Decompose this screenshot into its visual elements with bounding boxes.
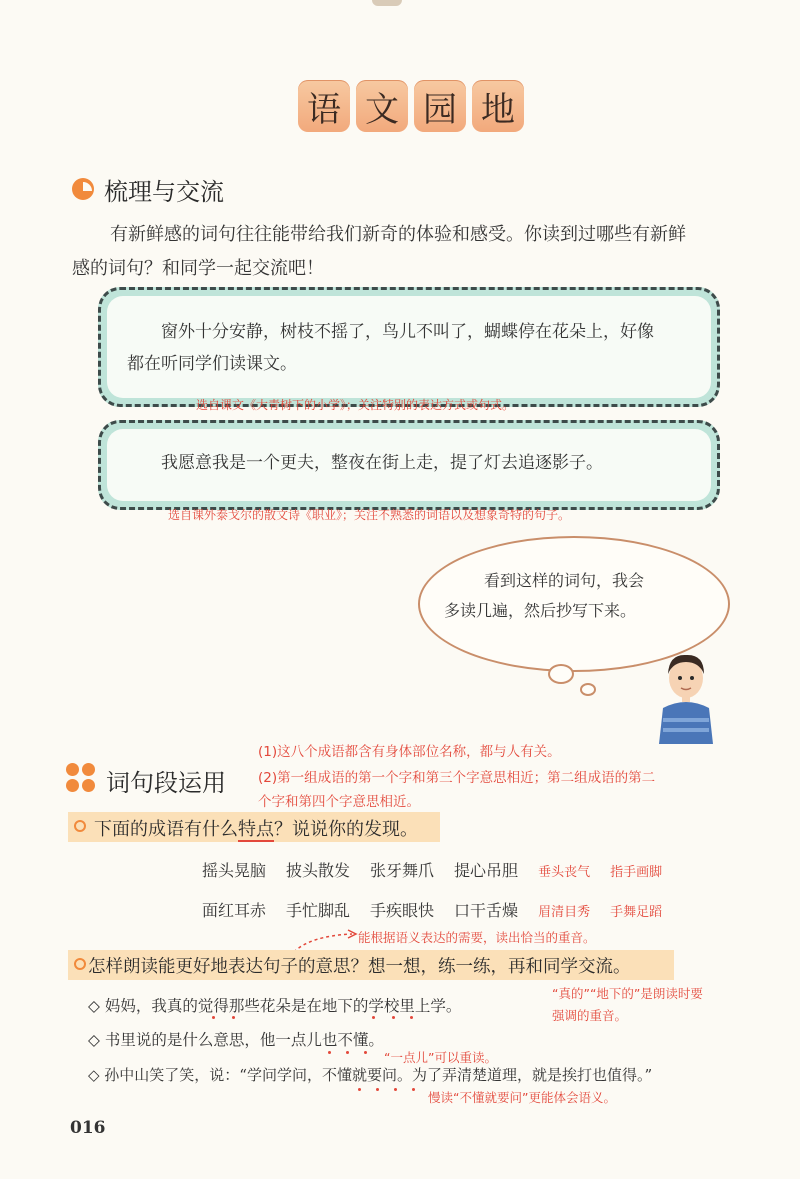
intro-paragraph-line: 感的词句？和同学一起交流吧！ [72, 258, 324, 279]
annotation-note: 慢读“不懂就要问”更能体会语义。 [428, 1090, 616, 1105]
page-title [298, 80, 524, 132]
title-char: 园 [414, 80, 466, 132]
idiom: 提心吊胆 [454, 861, 519, 880]
idiom: 手忙脚乱 [286, 901, 351, 920]
idiom-row [202, 858, 662, 881]
idiom: 披头散发 [286, 861, 351, 880]
title-char: 地 [472, 80, 524, 132]
top-ornament [372, 0, 402, 6]
idiom: 面红耳赤 [202, 901, 267, 920]
annotation-note: 个字和第四个字意思相近。 [258, 794, 420, 810]
question-part: ？说说你的发现。 [274, 819, 418, 840]
example-sentence: ◇ 妈妈，我真的觉得那些花朵是在地下的学校里上学。 [88, 997, 462, 1015]
idiom: 手疾眼快 [370, 901, 435, 920]
annotation-note: 强调的重音。 [552, 1008, 628, 1023]
emphasis-dot [412, 1088, 415, 1091]
annotation-note: 选自课文《大青树下的小学》；关注特别的表达方式或句式。 [196, 398, 515, 412]
clover-icon [66, 763, 96, 793]
section-title: 梳理与交流 [104, 178, 224, 206]
handwritten-idiom: 手舞足蹈 [610, 905, 663, 920]
emphasis-dot [232, 1016, 235, 1019]
idiom: 口干舌燥 [454, 901, 519, 920]
bubble-tail [548, 664, 574, 684]
question-part: 下面的成语有什么 [94, 819, 238, 840]
question-text [94, 815, 418, 841]
card-text-line: 都在听同学们读课文。 [127, 354, 297, 374]
bullet-icon [74, 958, 86, 970]
annotation-note: 选自课外泰戈尔的散文诗《职业》；关注不熟悉的词语以及想象奇特的句子。 [168, 508, 571, 522]
annotation-note: (2)第一组成语的第一个字和第三个字意思相近；第二组成语的第二 [258, 770, 656, 786]
title-char: 语 [298, 80, 350, 132]
title-char: 文 [356, 80, 408, 132]
example-sentence: ◇ 孙中山笑了笑，说：“学问学问，不懂就要问。为了弄清楚道理，就是挨打也值得。” [88, 1066, 653, 1084]
card-text-line: 我愿意我是一个更夫，整夜在街上走，提了灯去追逐影子。 [161, 453, 603, 473]
bullet-icon [74, 820, 86, 832]
bubble-tail [580, 683, 596, 696]
question-keyword: 特点 [238, 819, 274, 840]
emphasis-dot [358, 1088, 361, 1091]
emphasis-dot [394, 1088, 397, 1091]
idiom: 摇头晃脑 [202, 861, 267, 880]
annotation-note: “一点儿”可以重读。 [384, 1050, 497, 1065]
emphasis-dot [410, 1016, 413, 1019]
page-number: 016 [70, 1118, 106, 1138]
annotation-note: “真的”“地下的”是朗读时要 [552, 986, 703, 1001]
emphasis-dot [392, 1016, 395, 1019]
example-card [98, 287, 720, 407]
intro-paragraph-line: 有新鲜感的词句往往能带给我们新奇的体验和感受。你读到过哪些有新鲜 [110, 224, 686, 245]
emphasis-dot [372, 1016, 375, 1019]
leaf-icon [72, 178, 94, 200]
bubble-text-line: 看到这样的词句，我会 [484, 571, 645, 590]
card-text-line: 窗外十分安静，树枝不摇了，鸟儿不叫了，蝴蝶停在花朵上，好像 [161, 322, 654, 342]
idiom: 张牙舞爪 [370, 861, 435, 880]
annotation-note: 能根据语义表达的需要，读出恰当的重音。 [358, 930, 596, 945]
example-card [98, 420, 720, 510]
emphasis-dot [346, 1051, 349, 1054]
emphasis-dot [364, 1051, 367, 1054]
annotation-note: (1)这八个成语都含有身体部位名称，都与人有关。 [258, 744, 561, 760]
section-title: 词句段运用 [106, 769, 226, 797]
bubble-text-line: 多读几遍，然后抄写下来。 [444, 601, 637, 620]
boy-illustration [655, 648, 717, 744]
emphasis-dot [376, 1088, 379, 1091]
handwritten-idiom: 指手画脚 [610, 865, 663, 880]
question-text: 怎样朗读能更好地表达句子的意思？想一想，练一练，再和同学交流。 [88, 957, 631, 977]
handwritten-idiom: 垂头丧气 [538, 865, 591, 880]
handwritten-idiom: 眉清目秀 [538, 905, 591, 920]
idiom-row [202, 898, 662, 921]
example-sentence: ◇ 书里说的是什么意思，他一点儿也不懂。 [88, 1031, 384, 1049]
emphasis-dot [328, 1051, 331, 1054]
emphasis-dot [212, 1016, 215, 1019]
